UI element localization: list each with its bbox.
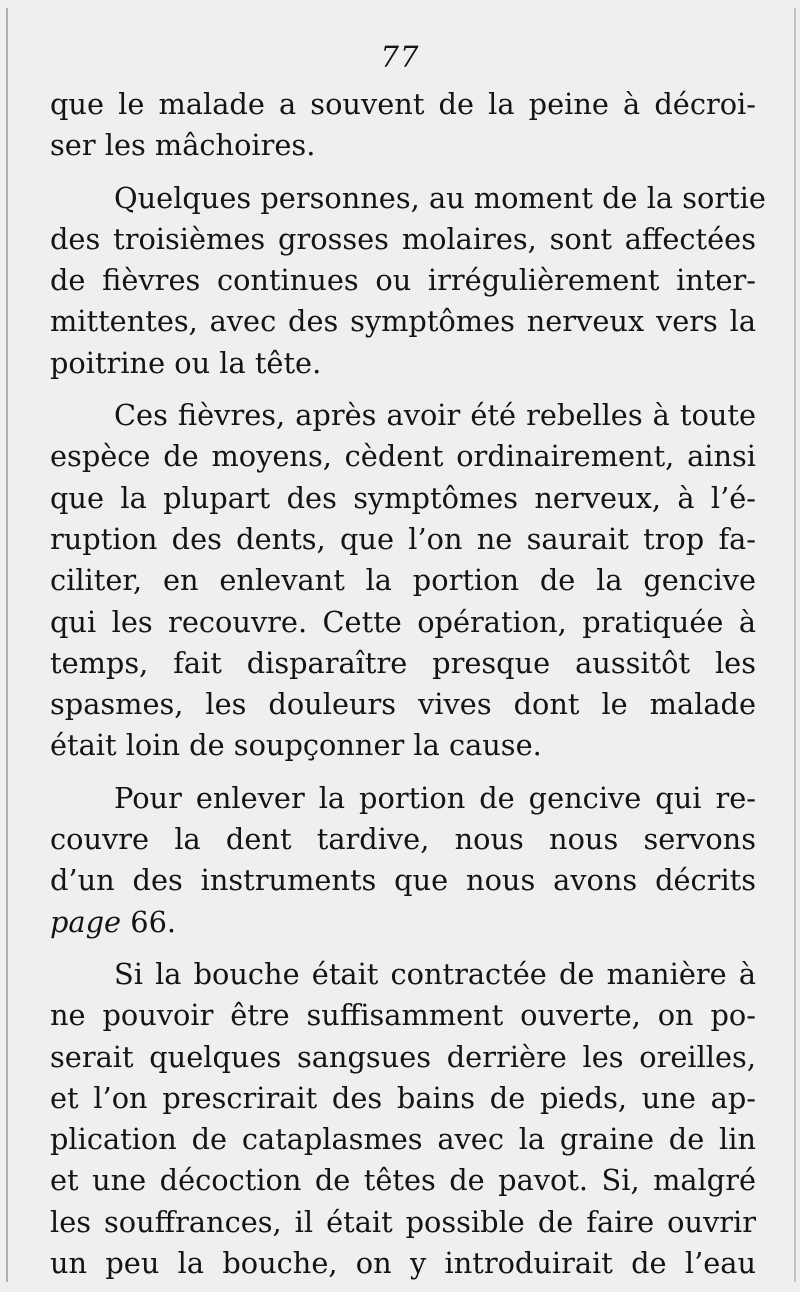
italic-reference: page <box>50 904 122 939</box>
text-line: d’un des instruments que nous avons décrits <box>50 863 756 898</box>
text-line: espèce de moyens, cèdent ordinairement, ainsi <box>50 439 756 474</box>
text-line: que le malade a souvent de la peine à décroi- <box>50 87 756 121</box>
text-line: serait quelques sangsues derrière les oreilles, <box>50 1039 756 1074</box>
text-line: couvre la dent tardive, nous nous servons <box>50 822 756 857</box>
text-line: les souffrances, il était possible de faire ouvrir <box>50 1204 756 1239</box>
text-line: un peu la bouche, on y introduirait de l’eau <box>50 1246 756 1281</box>
text-line: ciliter, en enlevant la portion de la gencive <box>50 563 756 598</box>
text-line: ser les mâchoires. <box>50 128 316 163</box>
text-line: de fièvres continues ou irrégulièrement inter- <box>50 263 756 298</box>
text-line: poitrine ou la tête. <box>50 345 322 380</box>
text-line: Quelques personnes, au moment de la sortie <box>114 180 766 215</box>
text-line: était loin de soupçonner la cause. <box>50 728 542 763</box>
text-line: des troisièmes grosses molaires, sont affectées <box>50 221 756 256</box>
text-line: Si la bouche était contractée de manière à <box>114 956 756 991</box>
text-line <box>50 902 756 943</box>
text-line: Pour enlever la portion de gencive qui re- <box>114 780 756 815</box>
page-reference-number: 66. <box>121 904 177 939</box>
text-line: et une décoction de têtes de pavot. Si, malgré <box>50 1163 756 1198</box>
text-line: mittentes, avec des symptômes nerveux vers la <box>50 304 756 339</box>
text-line: spasmes, les douleurs vives dont le malade <box>50 687 756 722</box>
text-line: temps, fait disparaître presque aussitôt les <box>50 645 756 680</box>
text-line: qui les recouvre. Cette opération, pratiquée à <box>50 604 756 639</box>
text-line: plication de cataplasmes avec la graine de lin <box>50 1122 756 1157</box>
text-line: et l’on prescrirait des bains de pieds, une ap- <box>50 1080 756 1115</box>
text-line: Ces fièvres, après avoir été rebelles à toute <box>114 398 756 433</box>
text-line: ne pouvoir être suffisamment ouverte, on po- <box>50 998 756 1033</box>
body-text <box>50 84 766 1284</box>
text-line: que la plupart des symptômes nerveux, à l’é- <box>50 480 756 515</box>
page-number: 77 <box>380 40 420 74</box>
text-line: ruption des dents, que l’on ne saurait trop fa- <box>50 521 756 556</box>
